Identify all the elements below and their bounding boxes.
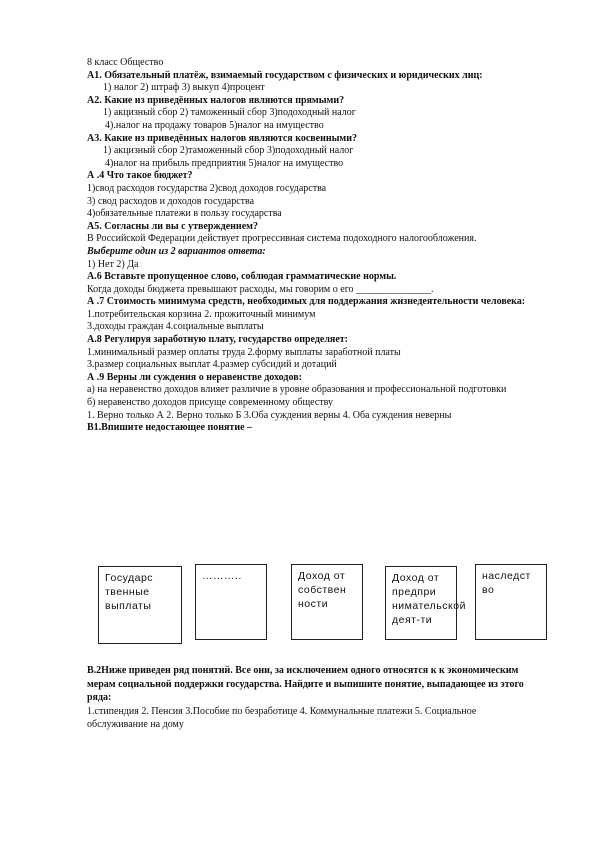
statement-a9-a: а) на неравенство доходов влияет различие в уровне образования и профессиональной подготовки — [87, 384, 507, 396]
question-b1: В1.Впишите недостающее понятие – — [87, 422, 253, 434]
answers-a2-row2: 4).налог на продажу товаров 5)налог на имущество — [105, 119, 324, 131]
b1-box-5: наследст во — [475, 564, 547, 640]
answers-a9: 1. Верно только А 2. Верно только Б 3.Оба суждения верны 4. Оба суждения неверны — [87, 409, 452, 421]
question-b2-block — [87, 664, 527, 732]
question-a5: А5. Согласны ли вы с утверждением? — [87, 220, 258, 232]
question-a4: А .4 Что такое бюджет? — [87, 170, 193, 182]
b1-box-3: Доход от собствен ности — [291, 564, 363, 640]
answer-a4-row4: 4)обязательные платежи в пользу государства — [87, 208, 282, 220]
question-a6: А.6 Вставьте пропущенное слово, соблюдая грамматические нормы. — [87, 271, 397, 283]
answers-a1: 1) налог 2) штраф 3) выкуп 4)процент — [103, 82, 265, 94]
answers-b2: 1.стипендия 2. Пенсия 3.Пособие по безработице 4. Коммунальные платежи 5. Социальное обслуживание на дому — [87, 705, 477, 731]
question-a3: А3. Какие из приведённых налогов являются косвенными? — [87, 132, 358, 144]
question-a7: А .7 Стоимость минимума средств, необходимых для поддержания жизнедеятельности человека: — [87, 296, 526, 308]
worksheet — [87, 57, 557, 435]
answer-a4-row1: 1)свод расходов государства 2)свод доходов государства — [87, 182, 327, 194]
instruction-a5: Выберите один из 2 вариантов ответа: — [87, 245, 266, 257]
answers-a8-row1: 1.минимальный размер оплаты труда 2.форму выплаты заработной платы — [87, 346, 401, 358]
statement-a5: В Российской Федерации действует прогрессивная система подоходного налогообложения. — [87, 233, 477, 245]
answers-a7-row2: 3.доходы граждан 4.социальные выплаты — [87, 321, 264, 333]
b1-diagram — [0, 564, 595, 644]
question-a9: А .9 Верны ли суждения о неравенстве доходов: — [87, 371, 302, 383]
sentence-a6: Когда доходы бюджета превышают расходы, мы говорим о его _______________. — [87, 283, 434, 295]
b1-box-1: Государс твенные выплаты — [98, 566, 182, 644]
question-a8: А.8 Регулируя заработную плату, государство определяет: — [87, 334, 349, 346]
question-a1: А1. Обязательный платёж, взимаемый государством с физических и юридических лиц: — [87, 69, 483, 81]
question-a2: А2. Какие из приведённых налогов являются прямыми? — [87, 94, 345, 106]
answers-a7-row1: 1.потребительская корзина 2. прожиточный минимум — [87, 308, 316, 320]
answers-a5: 1) Нет 2) Да — [87, 258, 139, 270]
b1-box-4: Доход от предпри нимательской деят-ти — [385, 566, 457, 640]
statement-a9-b: б) неравенство доходов присуще современному обществу — [87, 397, 334, 409]
answers-a3-row1: 1) акцизный сбор 2)таможенный сбор 3)подоходный налог — [103, 145, 354, 157]
answers-a2-row1: 1) акцизный сбор 2) таможенный сбор 3)подоходный налог — [103, 107, 356, 119]
answer-a4-row3: 3) свод расходов и доходов государства — [87, 195, 255, 207]
worksheet-header: 8 класс Обществo — [87, 57, 164, 68]
answers-a3-row2: 4)налог на прибыль предприятия 5)налог на имущество — [105, 157, 344, 169]
answers-a8-row2: 3.размер социальных выплат 4.размер субсидий и дотаций — [87, 359, 337, 371]
b1-box-2[interactable]: ……….. — [195, 564, 267, 640]
question-b2: В.2Ниже приведен ряд понятий. Все они, за исключением одного относятся к к экономическим мерам социальной поддержки государства. Найдите и выпишите понятие, выпадающее из этого ряда: — [87, 665, 524, 704]
